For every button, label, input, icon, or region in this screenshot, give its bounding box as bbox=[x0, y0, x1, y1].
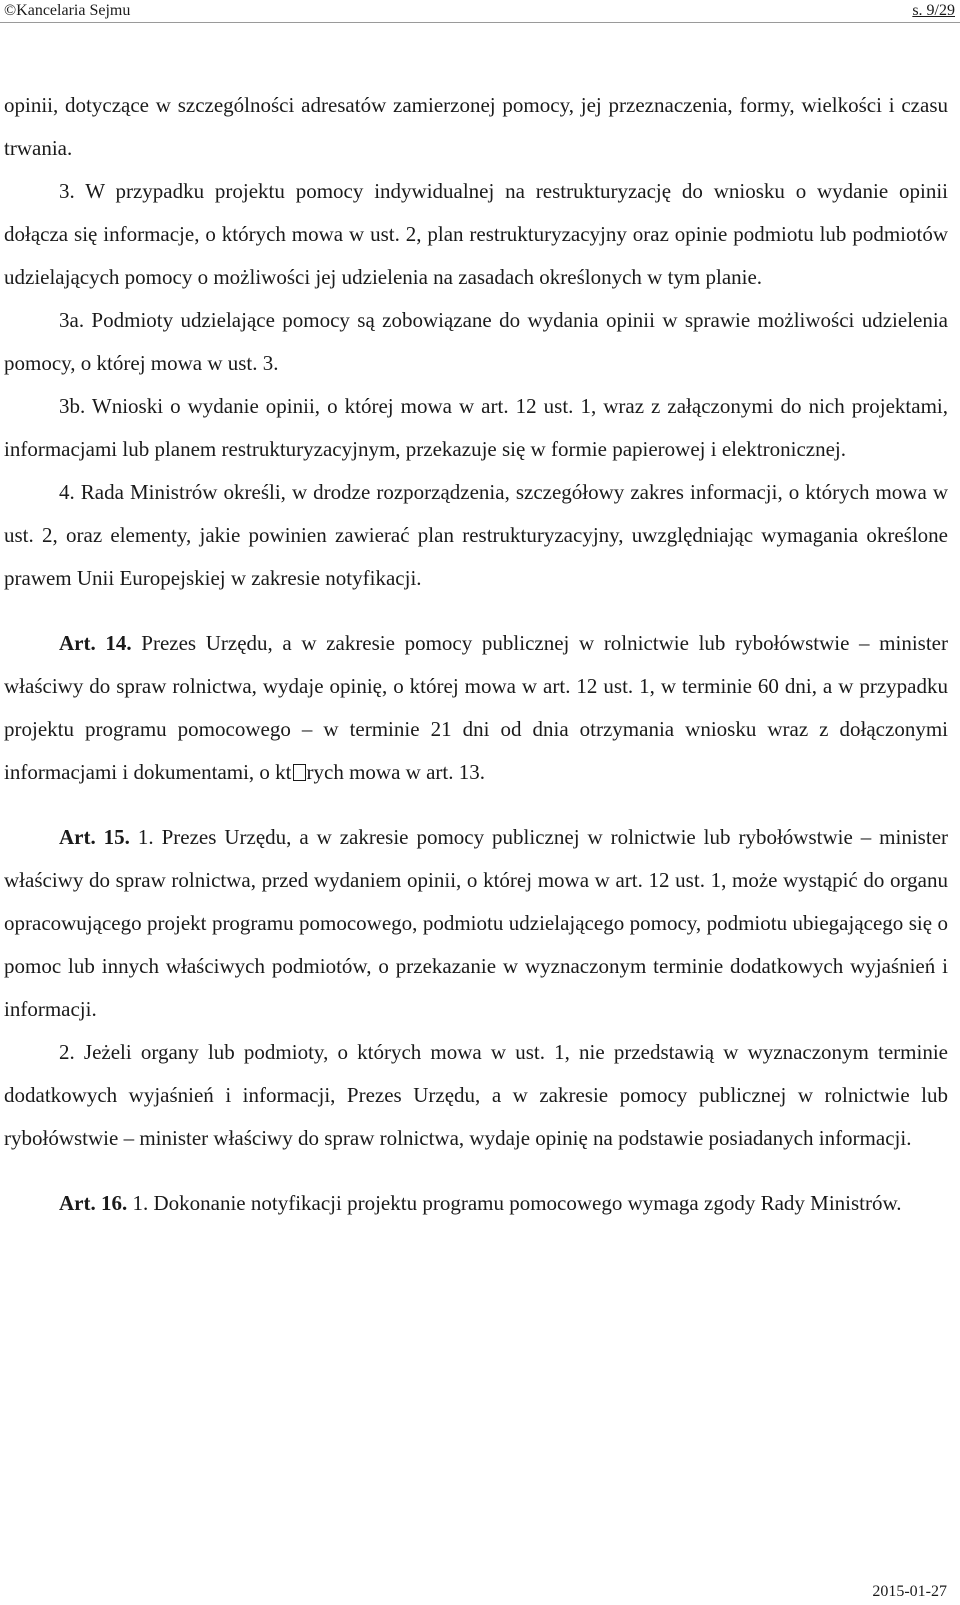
article-14 bbox=[4, 622, 948, 794]
paragraph-ust-3b: 3b. Wnioski o wydanie opinii, o której mowa w art. 12 ust. 1, wraz z załączonymi do nich projektami, informacjami lub planem restrukturyzacyjnym, przekazuje się w formie papierowej i elektronicznej. bbox=[4, 394, 948, 461]
page-header bbox=[0, 0, 960, 23]
footer-date: 2015-01-27 bbox=[872, 1583, 947, 1600]
source-label: ©Kancelaria Sejmu bbox=[4, 2, 131, 19]
paragraph-ust-3a: 3a. Podmioty udzielające pomocy są zobowiązane do wydania opinii w sprawie możliwości udzielenia pomocy, o której mowa w ust. 3. bbox=[4, 308, 948, 375]
document-body bbox=[4, 84, 948, 1225]
article-14-text: Prezes Urzędu, a w zakresie pomocy publicznej w rolnictwie lub rybołówstwie – minister właściwy do spraw rolnictwa, wydaje opinię, o której mowa w art. 12 ust. 1, w terminie 60 dni, a w przypadku projektu programu pomocowego – w terminie 21 dni od dnia otrzymania wniosku wraz z dołączonymi informacjami i dokumentami, o kt bbox=[4, 631, 948, 784]
article-16 bbox=[4, 1182, 948, 1225]
article-15-ust-2: 2. Jeżeli organy lub podmioty, o których mowa w ust. 1, nie przedstawią w wyznaczonym terminie dodatkowych wyjaśnień i informacji, Prezes Urzędu, a w zakresie pomocy publicznej w rolnictwie lub rybołówstwie – minister właściwy do spraw rolnictwa, wydaje opinię na podstawie posiadanych informacji. bbox=[4, 1040, 948, 1150]
missing-glyph-box bbox=[293, 764, 306, 781]
article-16-label: Art. 16. bbox=[59, 1191, 128, 1215]
article-15 bbox=[4, 816, 948, 1031]
article-14-text-end: rych mowa w art. 13. bbox=[306, 760, 485, 784]
article-16-text: 1. Dokonanie notyfikacji projektu programu pomocowego wymaga zgody Rady Ministrów. bbox=[127, 1191, 902, 1215]
article-15-text: 1. Prezes Urzędu, a w zakresie pomocy publicznej w rolnictwie lub rybołówstwie – minister właściwy do spraw rolnictwa, przed wydaniem opinii, o której mowa w art. 12 ust. 1, może wystąpić do organu opracowującego projekt programu pomocowego, podmiotu udzielającego pomocy, podmiotu ubiegającego się o pomoc lub innych właściwych podmiotów, o przekazanie w wyznaczonym terminie dodatkowych wyjaśnień i informacji. bbox=[4, 825, 949, 1021]
article-14-label: Art. 14. bbox=[59, 631, 132, 655]
page-number: s. 9/29 bbox=[912, 2, 955, 19]
paragraph-ust-3: 3. W przypadku projektu pomocy indywidualnej na restrukturyzację do wniosku o wydanie opinii dołącza się informacje, o których mowa w ust. 2, plan restrukturyzacyjny oraz opinie podmiotu lub podmiotów udzielających pomocy o możliwości jej udzielenia na zasadach określonych w tym planie. bbox=[4, 179, 948, 289]
article-15-label: Art. 15. bbox=[59, 825, 130, 849]
paragraph-ust-4: 4. Rada Ministrów określi, w drodze rozporządzenia, szczegółowy zakres informacji, o których mowa w ust. 2, oraz elementy, jakie powinien zawierać plan restrukturyzacyjny, uwzględniając wymagania określone prawem Unii Europejskiej w zakresie notyfikacji. bbox=[4, 480, 948, 590]
paragraph-continuation: opinii, dotyczące w szczególności adresatów zamierzonej pomocy, jej przeznaczenia, formy, wielkości i czasu trwania. bbox=[4, 93, 948, 160]
